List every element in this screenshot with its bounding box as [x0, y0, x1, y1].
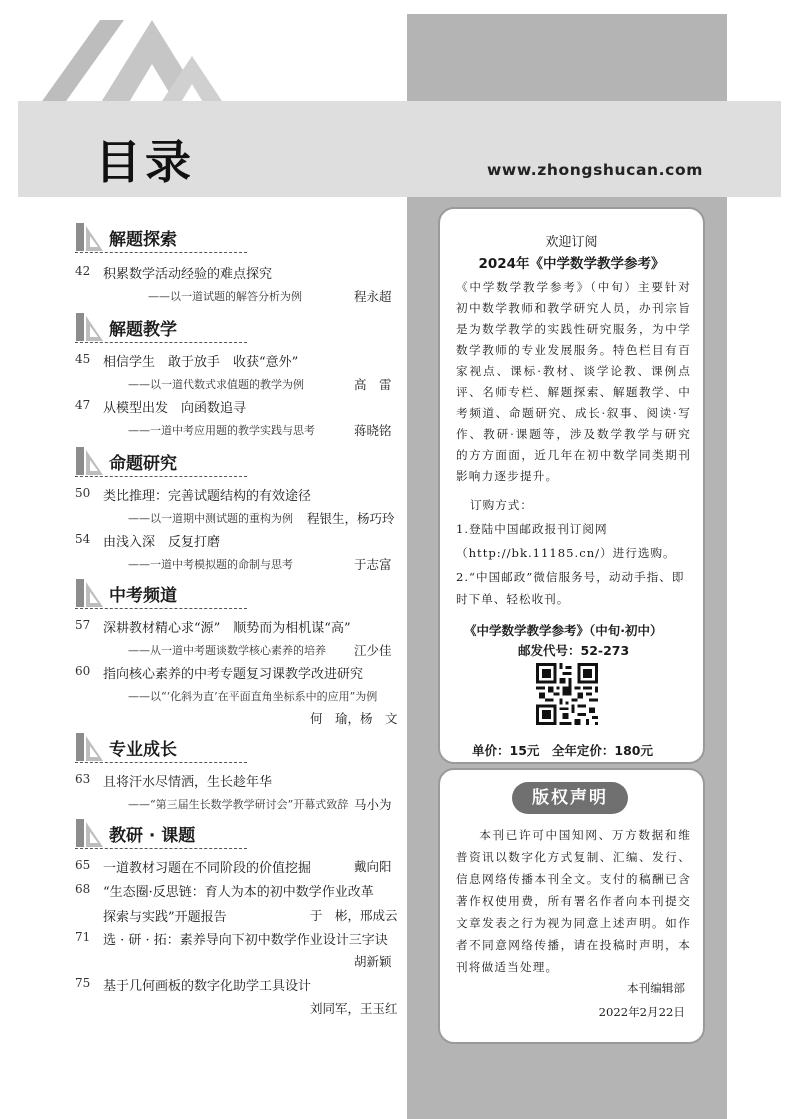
article-author: 于志富 — [354, 557, 392, 572]
article-title: 且将汗水尽情洒，生长趁年华 — [103, 775, 273, 790]
article-title: 由浅入深 反复打磨 — [103, 535, 221, 550]
subscription-description: 《中学数学教学参考》（中旬）主要针对初中数学教师和教学研究人员，办刊宗旨是为数学教学的实践性研究服务，为中学数学教师的专业发展服务。特色栏目有百家视点、课标·教材、谈学论教、课例点评、名师专栏、解题探索、解题教学、中考频道、命题研究、成长·叙事、阅读·写作、教研·课题等，涉及数学教学与研究的方方面面，近几年在初中数学同类期刊影响力逐步提升。 — [456, 280, 691, 483]
statement-date: 2022年2月22日 — [598, 1005, 685, 1019]
section-header — [75, 578, 247, 609]
order-method-2: 2.“中国邮政”微信服务号，动动手指、即 — [456, 570, 685, 584]
article-title-continued: 探索与实践”开题报告 — [103, 910, 227, 925]
subscription-headline: 2024年《中学数学教学参考》 — [478, 256, 665, 272]
article-subtitle: ——从一道中考题谈数学核心素养的培养 — [128, 644, 326, 657]
article-author: 蒋晓铭 — [354, 423, 392, 438]
article-author: 胡新颖 — [354, 954, 392, 969]
page-number: 45 — [75, 352, 91, 366]
section-icon — [75, 818, 105, 848]
article-subtitle: ——以一道试题的解答分析为例 — [148, 290, 302, 303]
decorative-triangles — [40, 20, 340, 104]
order-method-1-link[interactable]: （http://bk.11185.cn/）进行选购。 — [456, 546, 676, 560]
section-header — [75, 818, 247, 849]
page-number: 50 — [75, 486, 91, 500]
article-title: “生态圈·反思链：育人为本的初中数学作业改革 — [103, 885, 374, 900]
section-title: 解题教学 — [109, 320, 177, 340]
section-title: 专业成长 — [109, 740, 177, 760]
order-method-label: 订购方式： — [470, 498, 533, 512]
copyright-box — [438, 768, 705, 1044]
section-title: 教研 · 课题 — [109, 826, 196, 846]
section-header — [75, 732, 247, 763]
section-icon — [75, 312, 105, 342]
article-title: 从模型出发 向函数追寻 — [103, 401, 247, 416]
section-title: 中考频道 — [109, 586, 177, 606]
editor-signature: 本刊编辑部 — [627, 981, 685, 995]
subscription-box — [438, 207, 705, 764]
article-author: 于 彬，邢成云 — [310, 908, 398, 923]
article-author: 程银生，杨巧玲 — [307, 511, 395, 526]
order-method-1: 1.登陆中国邮政报刊订阅网 — [456, 522, 608, 536]
section-header — [75, 446, 247, 477]
page-number: 47 — [75, 398, 91, 412]
section-icon — [75, 732, 105, 762]
article-subtitle: ——以一道代数式求值题的教学为例 — [128, 378, 304, 391]
page-number: 75 — [75, 976, 91, 990]
article-author: 何 瑜，杨 文 — [310, 711, 398, 726]
article-subtitle: ——以一道期中测试题的重构为例 — [128, 512, 293, 525]
section-title: 命题研究 — [109, 454, 177, 474]
article-author: 戴向阳 — [354, 859, 392, 874]
journal-name: 《中学数学教学参考》（中旬·初中） — [464, 623, 663, 638]
section-title: 解题探索 — [109, 230, 177, 250]
section-icon — [75, 222, 105, 252]
article-title: 相信学生 敢于放手 收获“意外” — [103, 355, 299, 370]
section-header — [75, 312, 247, 343]
page-number: 65 — [75, 858, 91, 872]
postal-code: 邮发代号：52-273 — [518, 643, 630, 658]
article-subtitle: ——以“‘化斜为直’在平面直角坐标系中的应用”为例 — [128, 690, 378, 703]
page-number: 71 — [75, 930, 91, 944]
page-number: 57 — [75, 618, 91, 632]
order-method-2-continued: 时下单、轻松收刊。 — [456, 592, 570, 606]
article-author: 马小为 — [354, 797, 392, 812]
qr-code-icon[interactable] — [536, 663, 598, 725]
article-subtitle: ——一道中考模拟题的命制与思考 — [128, 558, 293, 571]
section-icon — [75, 578, 105, 608]
page-number: 60 — [75, 664, 91, 678]
page-title: 目录 — [95, 135, 195, 189]
article-author: 江少佳 — [354, 643, 392, 658]
article-subtitle: ——一道中考应用题的教学实践与思考 — [128, 424, 315, 437]
article-author: 刘同军，王玉红 — [310, 1001, 398, 1016]
article-author: 程永超 — [354, 289, 392, 304]
article-author: 高 雷 — [354, 377, 392, 392]
page-number: 54 — [75, 532, 91, 546]
section-header — [75, 222, 247, 253]
article-title: 选 · 研 · 拓：素养导向下初中数学作业设计三字诀 — [103, 933, 388, 948]
price: 单价：15元 全年定价：180元 — [472, 743, 653, 758]
article-title: 深耕教材精心求“源” 顺势而为相机谋“高” — [103, 621, 351, 636]
article-title: 一道教材习题在不同阶段的价值挖掘 — [103, 861, 312, 876]
article-title: 类比推理：完善试题结构的有效途径 — [103, 489, 312, 504]
page-number: 63 — [75, 772, 91, 786]
subscription-welcome: 欢迎订阅 — [545, 235, 598, 250]
article-title: 基于几何画板的数字化助学工具设计 — [103, 979, 312, 994]
page-number: 42 — [75, 264, 91, 278]
article-subtitle: ——“第三届生长数学教学研讨会”开幕式致辞 — [128, 798, 349, 811]
article-title: 指向核心素养的中考专题复习课教学改进研究 — [103, 667, 364, 682]
section-icon — [75, 446, 105, 476]
website-url: www.zhongshucan.com — [487, 161, 703, 179]
article-title: 积累数学活动经验的难点探究 — [103, 267, 273, 282]
copyright-text: 本刊已许可中国知网、万方数据和维普资讯以数字化方式复制、汇编、发行、信息网络传播本刊全文。支付的稿酬已含著作权使用费，所有署名作者向本刊提交文章发表之行为视为同意上述声明。如作者不同意网络传播，请在投稿时声明，本刊将做适当处理。 — [456, 828, 691, 974]
copyright-title: 版权声明 — [512, 782, 628, 814]
page-number: 68 — [75, 882, 91, 896]
